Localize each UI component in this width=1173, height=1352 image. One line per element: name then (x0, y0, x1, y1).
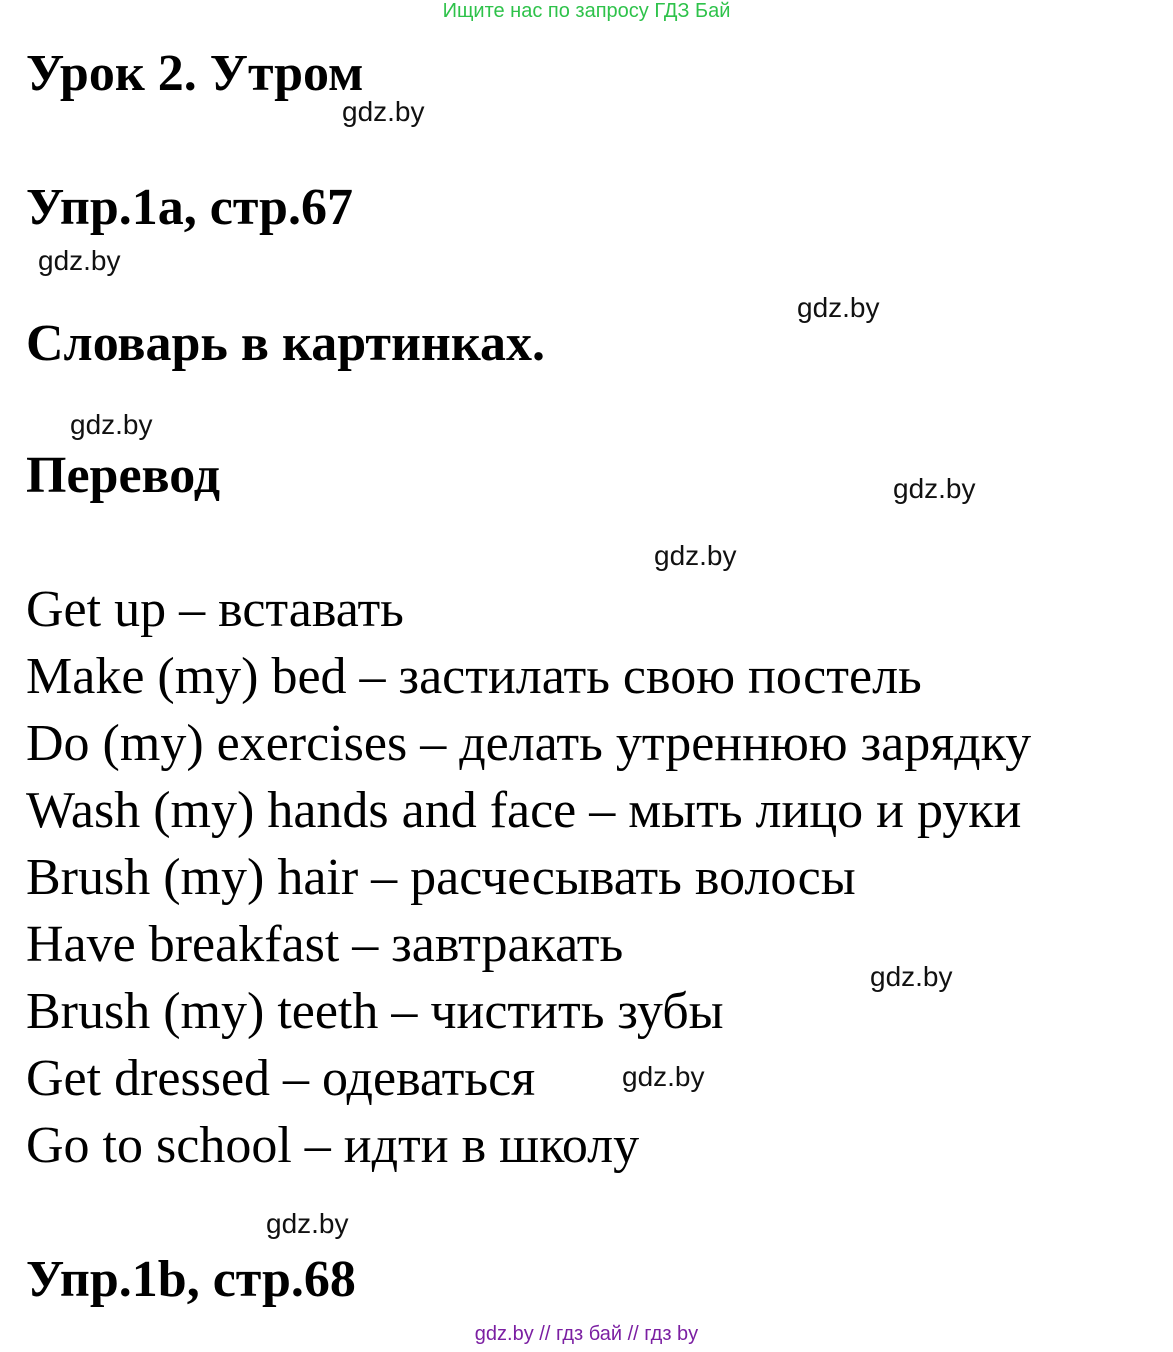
vocab-line: Do (my) exercises – делать утреннюю зарядку (26, 715, 1032, 772)
translation-heading: Перевод (26, 447, 221, 504)
footer-watermark: gdz.by // гдз бай // гдз by (474, 1323, 699, 1345)
vocab-line: Brush (my) hair – расчесывать волосы (26, 849, 856, 906)
watermark: gdz.by (266, 1208, 349, 1239)
watermark: gdz.by (797, 292, 880, 323)
watermark: gdz.by (622, 1061, 705, 1092)
vocab-line: Make (my) bed – застилать свою постель (26, 648, 922, 705)
watermark: gdz.by (38, 245, 121, 276)
watermark: gdz.by (654, 540, 737, 571)
vocab-line: Brush (my) teeth – чистить зубы (26, 983, 724, 1040)
section-subtitle: Словарь в картинках. (26, 315, 546, 372)
top-banner: Ищите нас по запросу ГДЗ Бай (442, 0, 731, 22)
vocab-line: Go to school – идти в школу (26, 1117, 640, 1174)
watermark: gdz.by (70, 409, 153, 440)
exercise-1b-heading: Упр.1b, стр.68 (26, 1251, 356, 1308)
lesson-title: Урок 2. Утром (26, 45, 364, 102)
exercise-1a-heading: Упр.1а, стр.67 (26, 179, 353, 236)
watermark: gdz.by (893, 473, 976, 504)
vocab-line: Wash (my) hands and face – мыть лицо и руки (26, 782, 1022, 839)
vocab-line: Have breakfast – завтракать (26, 916, 624, 973)
vocab-line: Get dressed – одеваться (26, 1050, 536, 1107)
watermark: gdz.by (342, 96, 425, 127)
vocab-line: Get up – вставать (26, 581, 404, 638)
watermark: gdz.by (870, 961, 953, 992)
